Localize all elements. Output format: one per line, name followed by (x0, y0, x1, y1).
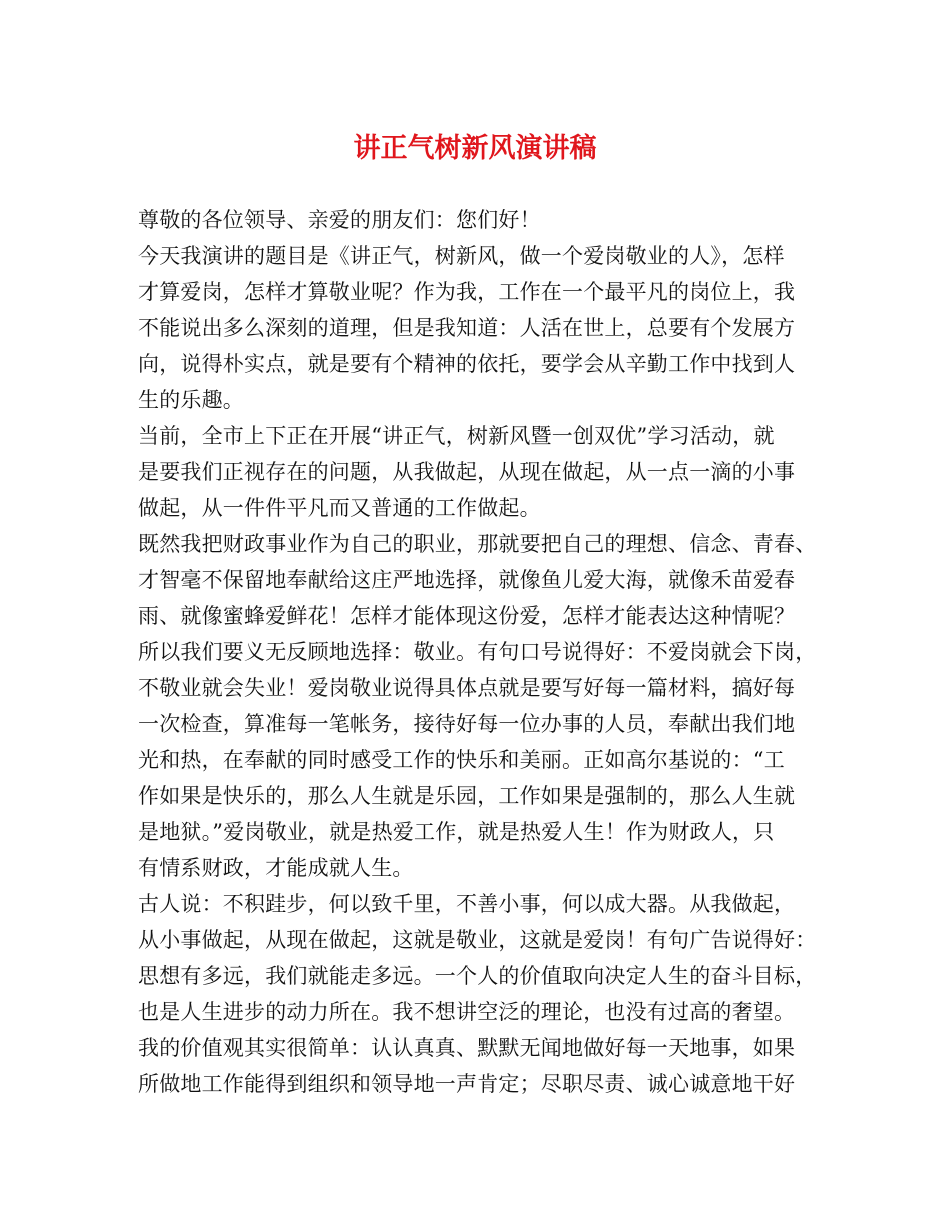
body-line: 一次检查，算准每一笔帐务，接待好每一位办事的人员，奉献出我们地 (138, 712, 796, 736)
body-line: 雨、就像蜜蜂爱鲜花！怎样才能体现这份爱，怎样才能表达这种情呢？ (138, 604, 796, 628)
body-line: 是要我们正视存在的问题，从我做起，从现在做起，从一点一滴的小事 (138, 460, 796, 484)
body-line: 古人说：不积跬步，何以致千里，不善小事，何以成大器。从我做起， (138, 892, 796, 916)
document-title: 讲正气树新风演讲稿 (353, 133, 597, 164)
body-line: 才智毫不保留地奉献给这庄严地选择，就像鱼儿爱大海，就像禾苗爱春 (138, 568, 796, 592)
body-line: 生的乐趣。 (138, 388, 244, 412)
body-line: 所以我们要义无反顾地选择：敬业。有句口号说得好：不爱岗就会下岗， (138, 640, 817, 664)
body-line: 从小事做起，从现在做起，这就是敬业，这就是爱岗！有句广告说得好： (138, 928, 817, 952)
body-line: 向，说得朴实点，就是要有个精神的依托，要学会从辛勤工作中找到人 (138, 352, 796, 376)
body-line: 今天我演讲的题目是《讲正气，树新风，做一个爱岗敬业的人》，怎样 (138, 244, 785, 268)
body-line: 作如果是快乐的，那么人生就是乐园，工作如果是强制的，那么人生就 (138, 784, 796, 808)
body-line: 我的价值观其实很简单：认认真真、默默无闻地做好每一天地事，如果 (138, 1036, 796, 1060)
document-body (138, 202, 818, 1102)
body-line: 做起，从一件件平凡而又普通的工作做起。 (138, 496, 541, 520)
body-line: 也是人生进步的动力所在。我不想讲空泛的理论，也没有过高的奢望。 (138, 1000, 796, 1024)
body-line: 才算爱岗，怎样才算敬业呢？作为我，工作在一个最平凡的岗位上，我 (138, 280, 796, 304)
body-line: 既然我把财政事业作为自己的职业，那就要把自己的理想、信念、青春、 (138, 532, 817, 556)
body-line: 是地狱。”爱岗敬业，就是热爱工作，就是热爱人生！作为财政人，只 (138, 820, 775, 844)
body-line: 尊敬的各位领导、亲爱的朋友们：您们好！ (138, 208, 541, 232)
body-line: 当前，全市上下正在开展“讲正气，树新风暨一创双优”学习活动，就 (138, 424, 775, 448)
body-line: 不敬业就会失业！爱岗敬业说得具体点就是要写好每一篇材料，搞好每 (138, 676, 796, 700)
body-line: 有情系财政，才能成就人生。 (138, 856, 414, 880)
body-line: 思想有多远，我们就能走多远。一个人的价值取向决定人生的奋斗目标， (138, 964, 817, 988)
body-line: 光和热，在奉献的同时感受工作的快乐和美丽。正如高尔基说的：“工 (138, 748, 785, 772)
body-line: 不能说出多么深刻的道理，但是我知道：人活在世上，总要有个发展方 (138, 316, 796, 340)
body-line: 所做地工作能得到组织和领导地一声肯定；尽职尽责、诚心诚意地干好 (138, 1072, 796, 1096)
